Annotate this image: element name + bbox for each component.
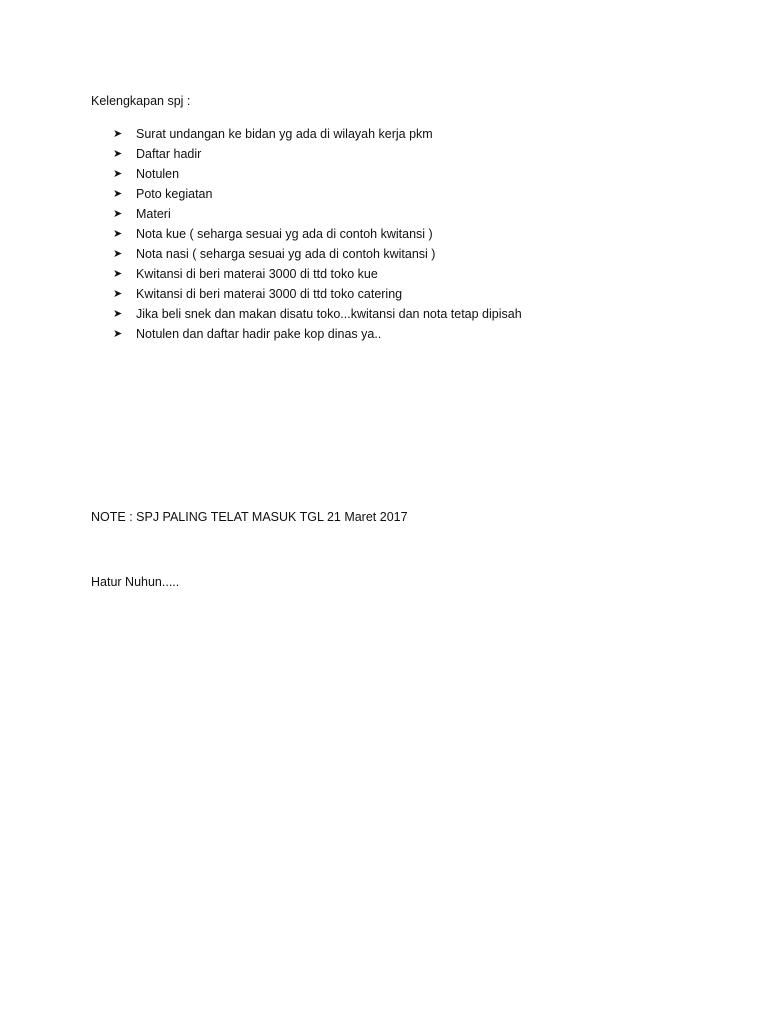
closing-text: Hatur Nuhun..... bbox=[91, 575, 180, 589]
list-item bbox=[113, 324, 522, 344]
list-item-text: Notulen bbox=[136, 167, 180, 181]
list-item bbox=[113, 164, 522, 184]
list-item bbox=[113, 204, 522, 224]
deadline-note: NOTE : SPJ PALING TELAT MASUK TGL 21 Maret 2017 bbox=[91, 510, 408, 524]
list-item bbox=[113, 224, 522, 244]
list-item-text: Poto kegiatan bbox=[136, 187, 213, 201]
document-heading: Kelengkapan spj : bbox=[91, 94, 191, 108]
arrowhead-bullet-icon: ➤ bbox=[113, 228, 123, 240]
arrowhead-bullet-icon: ➤ bbox=[113, 188, 123, 200]
list-item-text: Nota kue ( seharga sesuai yg ada di contoh kwitansi ) bbox=[136, 227, 433, 241]
arrowhead-bullet-icon: ➤ bbox=[113, 208, 123, 220]
list-item-text: Surat undangan ke bidan yg ada di wilayah kerja pkm bbox=[136, 127, 433, 141]
list-item-text: Kwitansi di beri materai 3000 di ttd toko kue bbox=[136, 267, 378, 281]
arrowhead-bullet-icon: ➤ bbox=[113, 308, 123, 320]
list-item bbox=[113, 304, 522, 324]
arrowhead-bullet-icon: ➤ bbox=[113, 328, 123, 340]
list-item bbox=[113, 144, 522, 164]
list-item-text: Nota nasi ( seharga sesuai yg ada di contoh kwitansi ) bbox=[136, 247, 436, 261]
list-item-text: Daftar hadir bbox=[136, 147, 202, 161]
arrowhead-bullet-icon: ➤ bbox=[113, 248, 123, 260]
list-item-text: Kwitansi di beri materai 3000 di ttd toko catering bbox=[136, 287, 403, 301]
list-item-text: Materi bbox=[136, 207, 171, 221]
arrowhead-bullet-icon: ➤ bbox=[113, 288, 123, 300]
list-item bbox=[113, 264, 522, 284]
list-item bbox=[113, 124, 522, 144]
list-item bbox=[113, 184, 522, 204]
arrowhead-bullet-icon: ➤ bbox=[113, 148, 123, 160]
list-item bbox=[113, 284, 522, 304]
arrowhead-bullet-icon: ➤ bbox=[113, 168, 123, 180]
arrowhead-bullet-icon: ➤ bbox=[113, 128, 123, 140]
list-item-text: Jika beli snek dan makan disatu toko...kwitansi dan nota tetap dipisah bbox=[136, 307, 522, 321]
arrowhead-bullet-icon: ➤ bbox=[113, 268, 123, 280]
list-item bbox=[113, 244, 522, 264]
list-item-text: Notulen dan daftar hadir pake kop dinas ya.. bbox=[136, 327, 382, 341]
requirements-list bbox=[113, 124, 522, 344]
